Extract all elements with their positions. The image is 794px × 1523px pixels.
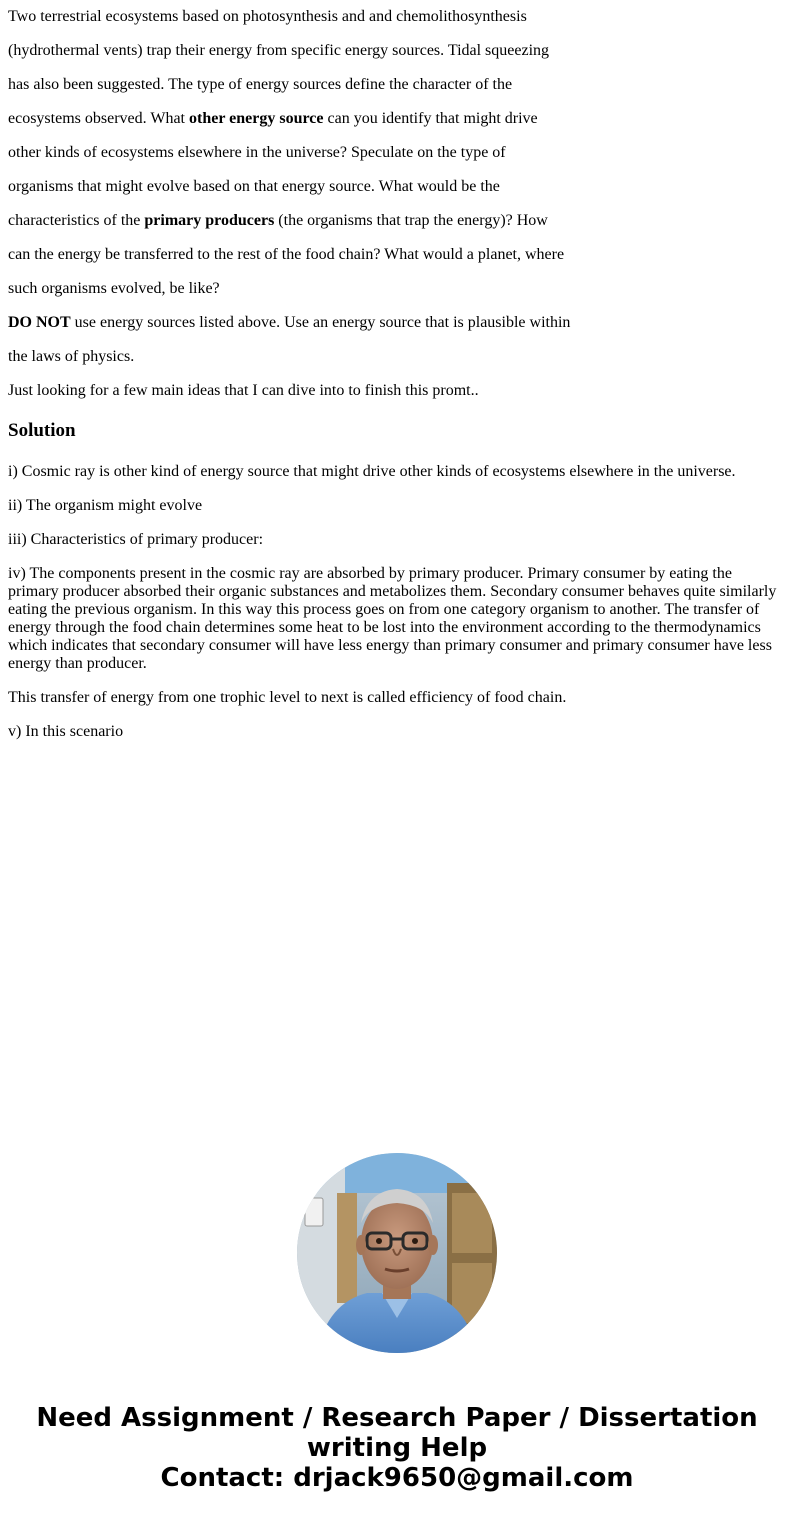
solution-paragraph: v) In this scenario	[8, 723, 124, 740]
question-line: can the energy be transferred to the rest of the food chain? What would a planet, where	[8, 246, 565, 263]
question-line: (hydrothermal vents) trap their energy from specific energy sources. Tidal squeezing	[8, 42, 550, 59]
question-line: such organisms evolved, be like?	[8, 280, 220, 297]
document-content	[8, 0, 786, 741]
solution-paragraph: iii) Characteristics of primary producer:	[8, 531, 264, 548]
solution-body	[8, 463, 786, 741]
promo-line: Need Assignment / Research Paper / Dissertation	[36, 1403, 758, 1433]
question-line: ecosystems observed. What other energy source can you identify that might drive	[8, 110, 538, 127]
question-line: the laws of physics.	[8, 348, 135, 365]
solution-heading: Solution	[8, 420, 76, 441]
question-line: Two terrestrial ecosystems based on photosynthesis and and chemolithosynthesis	[8, 8, 527, 25]
solution-paragraph: i) Cosmic ray is other kind of energy source that might drive other kinds of ecosystems elsewhere in the universe.	[8, 463, 736, 480]
emphasis-other-energy-source: other energy source	[189, 110, 324, 127]
question-line: characteristics of the primary producers (the organisms that trap the energy)? How	[8, 212, 548, 229]
question-line: organisms that might evolve based on that energy source. What would be the	[8, 178, 500, 195]
emphasis-primary-producers: primary producers	[144, 212, 275, 229]
promo-line: writing Help	[306, 1433, 488, 1463]
question-line: DO NOT use energy sources listed above. Use an energy source that is plausible within	[8, 314, 571, 331]
question-line: other kinds of ecosystems elsewhere in the universe? Speculate on the type of	[8, 144, 506, 161]
question-line: Just looking for a few main ideas that I can dive into to finish this promt..	[8, 382, 479, 399]
author-portrait-image	[297, 1153, 497, 1353]
solution-paragraph: ii) The organism might evolve	[8, 497, 203, 514]
solution-paragraph: This transfer of energy from one trophic level to next is called efficiency of food chain.	[8, 689, 567, 706]
author-avatar	[297, 1153, 497, 1353]
question-text	[8, 0, 786, 408]
question-line: has also been suggested. The type of energy sources define the character of the	[8, 76, 513, 93]
contact-email: Contact: drjack9650@gmail.com	[160, 1463, 634, 1493]
emphasis-do-not: DO NOT	[8, 314, 71, 331]
promo-footer	[0, 1403, 794, 1493]
solution-paragraph: iv) The components present in the cosmic ray are absorbed by primary producer. Primary consumer by eating the primary producer absorbed their organic substances and metabolizes them. Secondary consumer behaves quite similarly eating the previous organism. In this way this process goes on from one category organism to another. The transfer of energy through the food chain determines some heat to be lost into the environment according to the thermodynamics which indicates that secondary consumer will have less energy than primary consumer and primary consumer have less energy than producer.	[8, 565, 777, 672]
